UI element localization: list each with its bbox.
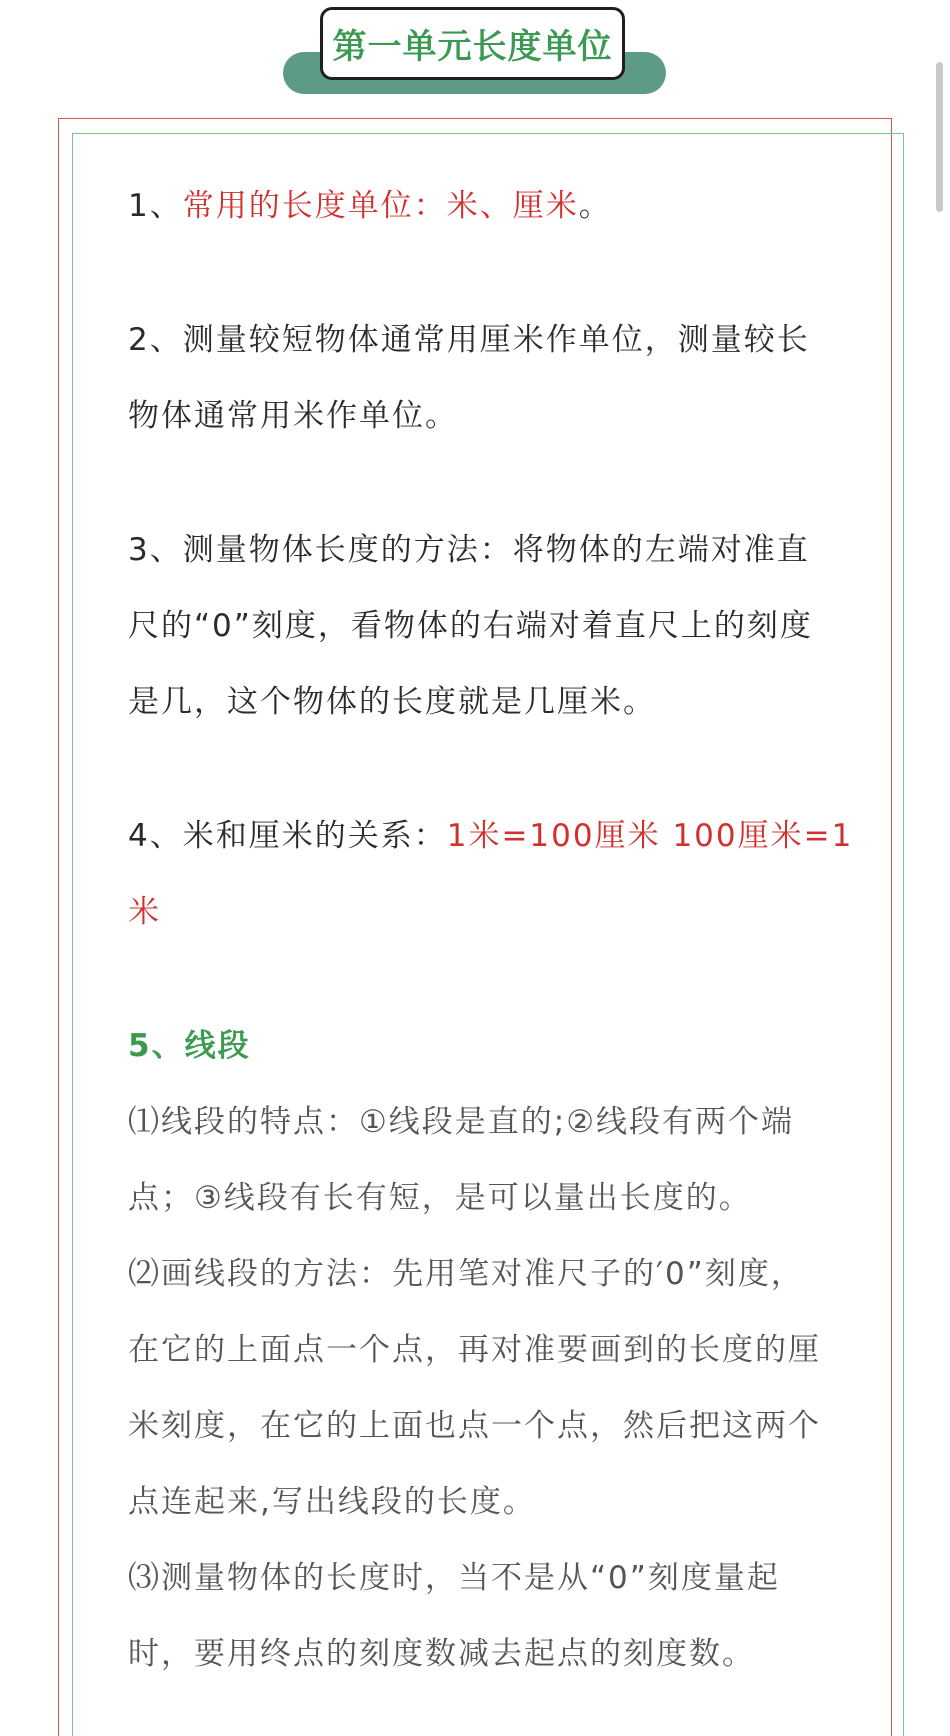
point-5-1-line-1: ⑴线段的特点：①线段是直的;②线段有两个端: [128, 1104, 795, 1140]
point-3-line-2: 尺的“0”刻度，看物体的右端对着直尺上的刻度: [128, 608, 813, 644]
point-2-line-2: 物体通常用米作单位。: [128, 398, 458, 434]
point-4-label: 4、米和厘米的关系：: [128, 818, 447, 854]
point-5-3-line-2: 时，要用终点的刻度数减去起点的刻度数。: [128, 1636, 755, 1672]
point-1-number: 1、: [128, 188, 183, 224]
point-1-end: 。: [578, 188, 612, 224]
point-2-line-1: 2、测量较短物体通常用厘米作单位，测量较长: [128, 322, 810, 358]
point-1: [128, 168, 858, 244]
point-5-2-line-1: ⑵画线段的方法：先用笔对准尺子的′0”刻度，: [128, 1256, 804, 1292]
point-5-2-line-4: 点连起来,写出线段的长度。: [128, 1484, 536, 1520]
point-5-2-line-3: 米刻度，在它的上面也点一个点，然后把这两个: [128, 1408, 821, 1444]
point-5-heading: 5、线段: [128, 1028, 251, 1064]
point-4-highlight: 1米=100厘米 100厘米=1: [446, 818, 854, 854]
scrollbar[interactable]: [936, 62, 943, 212]
point-5-3-line-1: ⑶测量物体的长度时，当不是从“0”刻度量起: [128, 1560, 780, 1596]
page-title: 第一单元长度单位: [320, 7, 625, 80]
point-5-2-line-2: 在它的上面点一个点，再对准要画到的长度的厘: [128, 1332, 821, 1368]
point-5-1-line-2: 点；③线段有长有短，是可以量出长度的。: [128, 1180, 752, 1216]
point-1-highlight: 常用的长度单位：米、厘米: [182, 188, 579, 224]
point-4-line-2: 米: [128, 894, 161, 930]
point-4-line-1: [128, 798, 858, 874]
point-3-line-1: 3、测量物体长度的方法：将物体的左端对准直: [128, 532, 810, 568]
point-3-line-3: 是几，这个物体的长度就是几厘米。: [128, 684, 656, 720]
